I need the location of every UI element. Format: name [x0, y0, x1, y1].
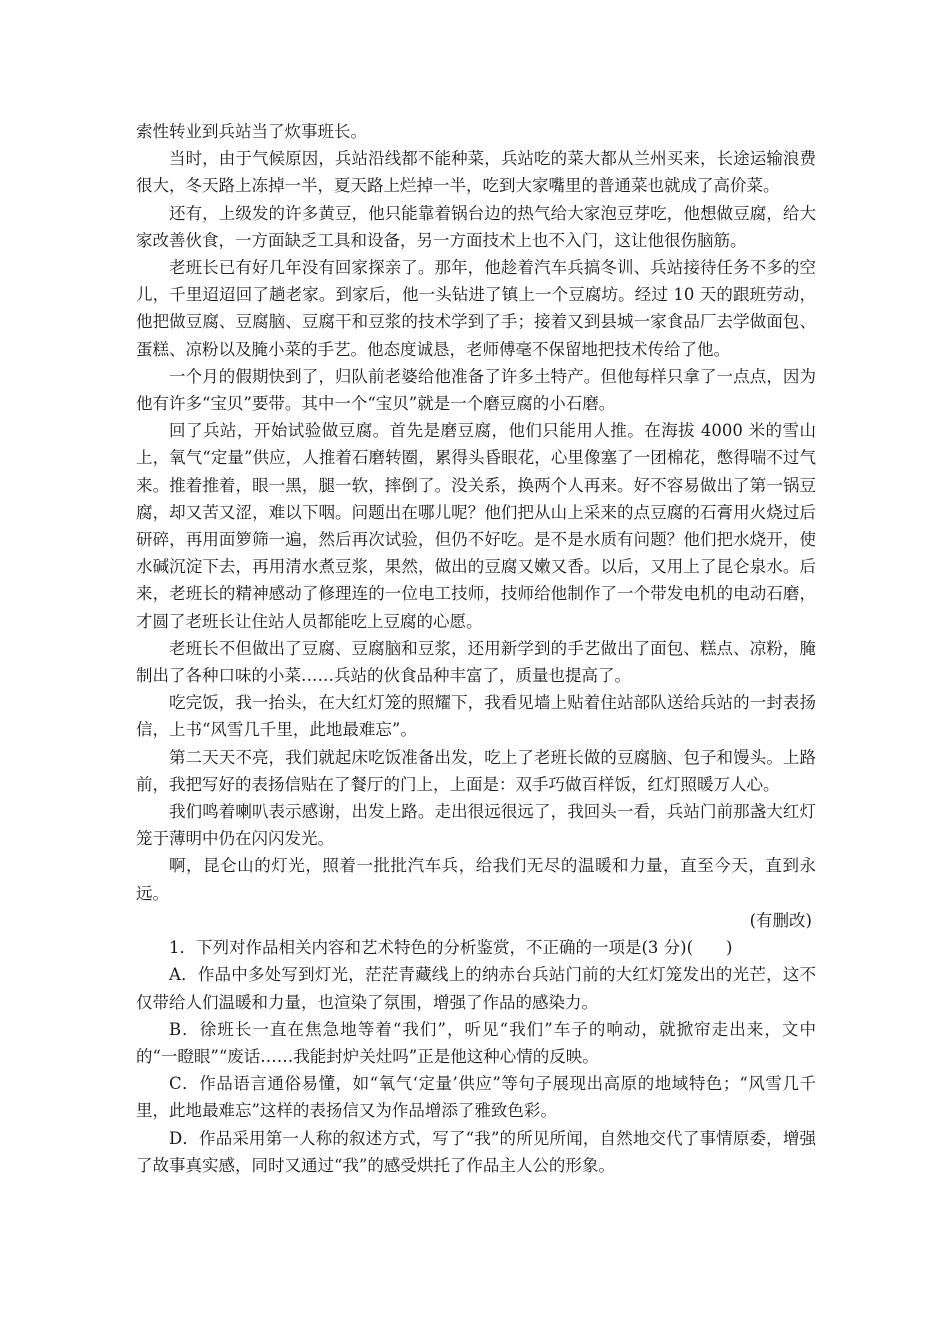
article-paragraph: 我们鸣着喇叭表示感谢，出发上路。走出很远很远了，我回头一看，兵站门前那盏大红灯笼于薄明中仍在闪闪发光。: [136, 802, 816, 849]
document-page: [136, 118, 816, 1179]
source-note: (有删改): [749, 910, 812, 930]
article-paragraph: 老班长已有好几年没有回家探亲了。那年，他趁着汽车兵搞冬训、兵站接待任务不多的空儿，千里迢迢回了趟老家。到家后，他一头钻进了镇上一个豆腐坊。经过 10 天的跟班劳动，他把做豆腐、豆腐脑、豆腐干和豆浆的技术学到了手；接着又到县城一家食品厂去学做面包、蛋糕、凉粉以及腌小菜的手艺。他态度诚恳，老师傅毫不保留地把技术传给了他。: [136, 258, 816, 359]
article-paragraph: 当时，由于气候原因，兵站沿线都不能种菜，兵站吃的菜大都从兰州买来，长途运输浪费很大，冬天路上冻掉一半，夏天路上烂掉一半，吃到大家嘴里的普通菜也就成了高价菜。: [136, 149, 816, 196]
article-paragraph: 索性转业到兵站当了炊事班长。: [136, 122, 367, 141]
option-c: C．作品语言通俗易懂，如“氧气‘定量’供应”等句子展现出高原的地域特色；“风雪几千里，此地最难忘”这样的表扬信又为作品增添了雅致色彩。: [136, 1074, 816, 1121]
article-paragraph: 吃完饭，我一抬头，在大红灯笼的照耀下，我看见墙上贴着住站部队送给兵站的一封表扬信，上书“风雪几千里，此地最难忘”。: [136, 693, 816, 740]
article-paragraph: 还有，上级发的许多黄豆，他只能靠着锅台边的热气给大家泡豆芽吃，他想做豆腐，给大家改善伙食，一方面缺乏工具和设备，另一方面技术上也不入门，这让他很伤脑筋。: [136, 203, 816, 250]
article-paragraph: 老班长不但做出了豆腐、豆腐脑和豆浆，还用新学到的手艺做出了面包、糕点、凉粉，腌制出了各种口味的小菜……兵站的伙食品种丰富了，质量也提高了。: [136, 638, 816, 686]
option-d: D．作品采用第一人称的叙述方式，写了“我”的所见所闻，自然地交代了事情原委，增强了故事真实感，同时又通过“我”的感受烘托了作品主人公的形象。: [136, 1128, 816, 1175]
question-block: [136, 934, 816, 1179]
option-b: B．徐班长一直在焦急地等着“我们”，听见“我们”车子的响动，就掀帘走出来，文中的“一瞪眼”“废话……我能封炉关灶吗”正是他这种心情的反映。: [136, 1019, 816, 1066]
article-paragraph: 第二天天不亮，我们就起床吃饭准备出发，吃上了老班长做的豆腐脑、包子和馒头。上路前，我把写好的表扬信贴在了餐厅的门上，上面是：双手巧做百样饭，红灯照暖万人心。: [136, 747, 816, 794]
article-body: [136, 118, 816, 934]
article-paragraph: 一个月的假期快到了，归队前老婆给他准备了许多土特产。但他每样只拿了一点点，因为他有许多“宝贝”要带。其中一个“宝贝”就是一个磨豆腐的小石磨。: [136, 366, 816, 414]
article-paragraph: 回了兵站，开始试验做豆腐。首先是磨豆腐，他们只能用人推。在海拔 4000 米的雪山上，氧气“定量”供应，人推着石磨转圈，累得头昏眼花，心里像塞了一团棉花，憋得喘不过气来。推着推着，眼一黑，腿一软，摔倒了。没关系，换两个人再来。好不容易做出了第一锅豆腐，却又苦又涩，难以下咽。问题出在哪儿呢？他们把从山上采来的点豆腐的石膏用火烧过后研碎，再用面箩筛一遍，然后再次试验，但仍不好吃。是不是水质有问题？他们把水烧开，使水碱沉淀下去，再用清水煮豆浆，果然，做出的豆腐又嫩又香。以后，又用上了昆仑泉水。后来，老班长的精神感动了修理连的一位电工技师，技师给他制作了一个带发电机的电动石磨，才圆了老班长让住站人员都能吃上豆腐的心愿。: [136, 421, 816, 631]
question-stem: 1．下列对作品相关内容和艺术特色的分析鉴赏，不正确的一项是(3 分)( ): [169, 938, 733, 958]
article-paragraph: 啊，昆仑山的灯光，照着一批批汽车兵，给我们无尽的温暖和力量，直至今天，直到永远。: [136, 856, 816, 903]
option-a: A．作品中多处写到灯光，茫茫青藏线上的纳赤台兵站门前的大红灯笼发出的光芒，这不仅带给人们温暖和力量，也渲染了氛围，增强了作品的感染力。: [136, 965, 816, 1012]
